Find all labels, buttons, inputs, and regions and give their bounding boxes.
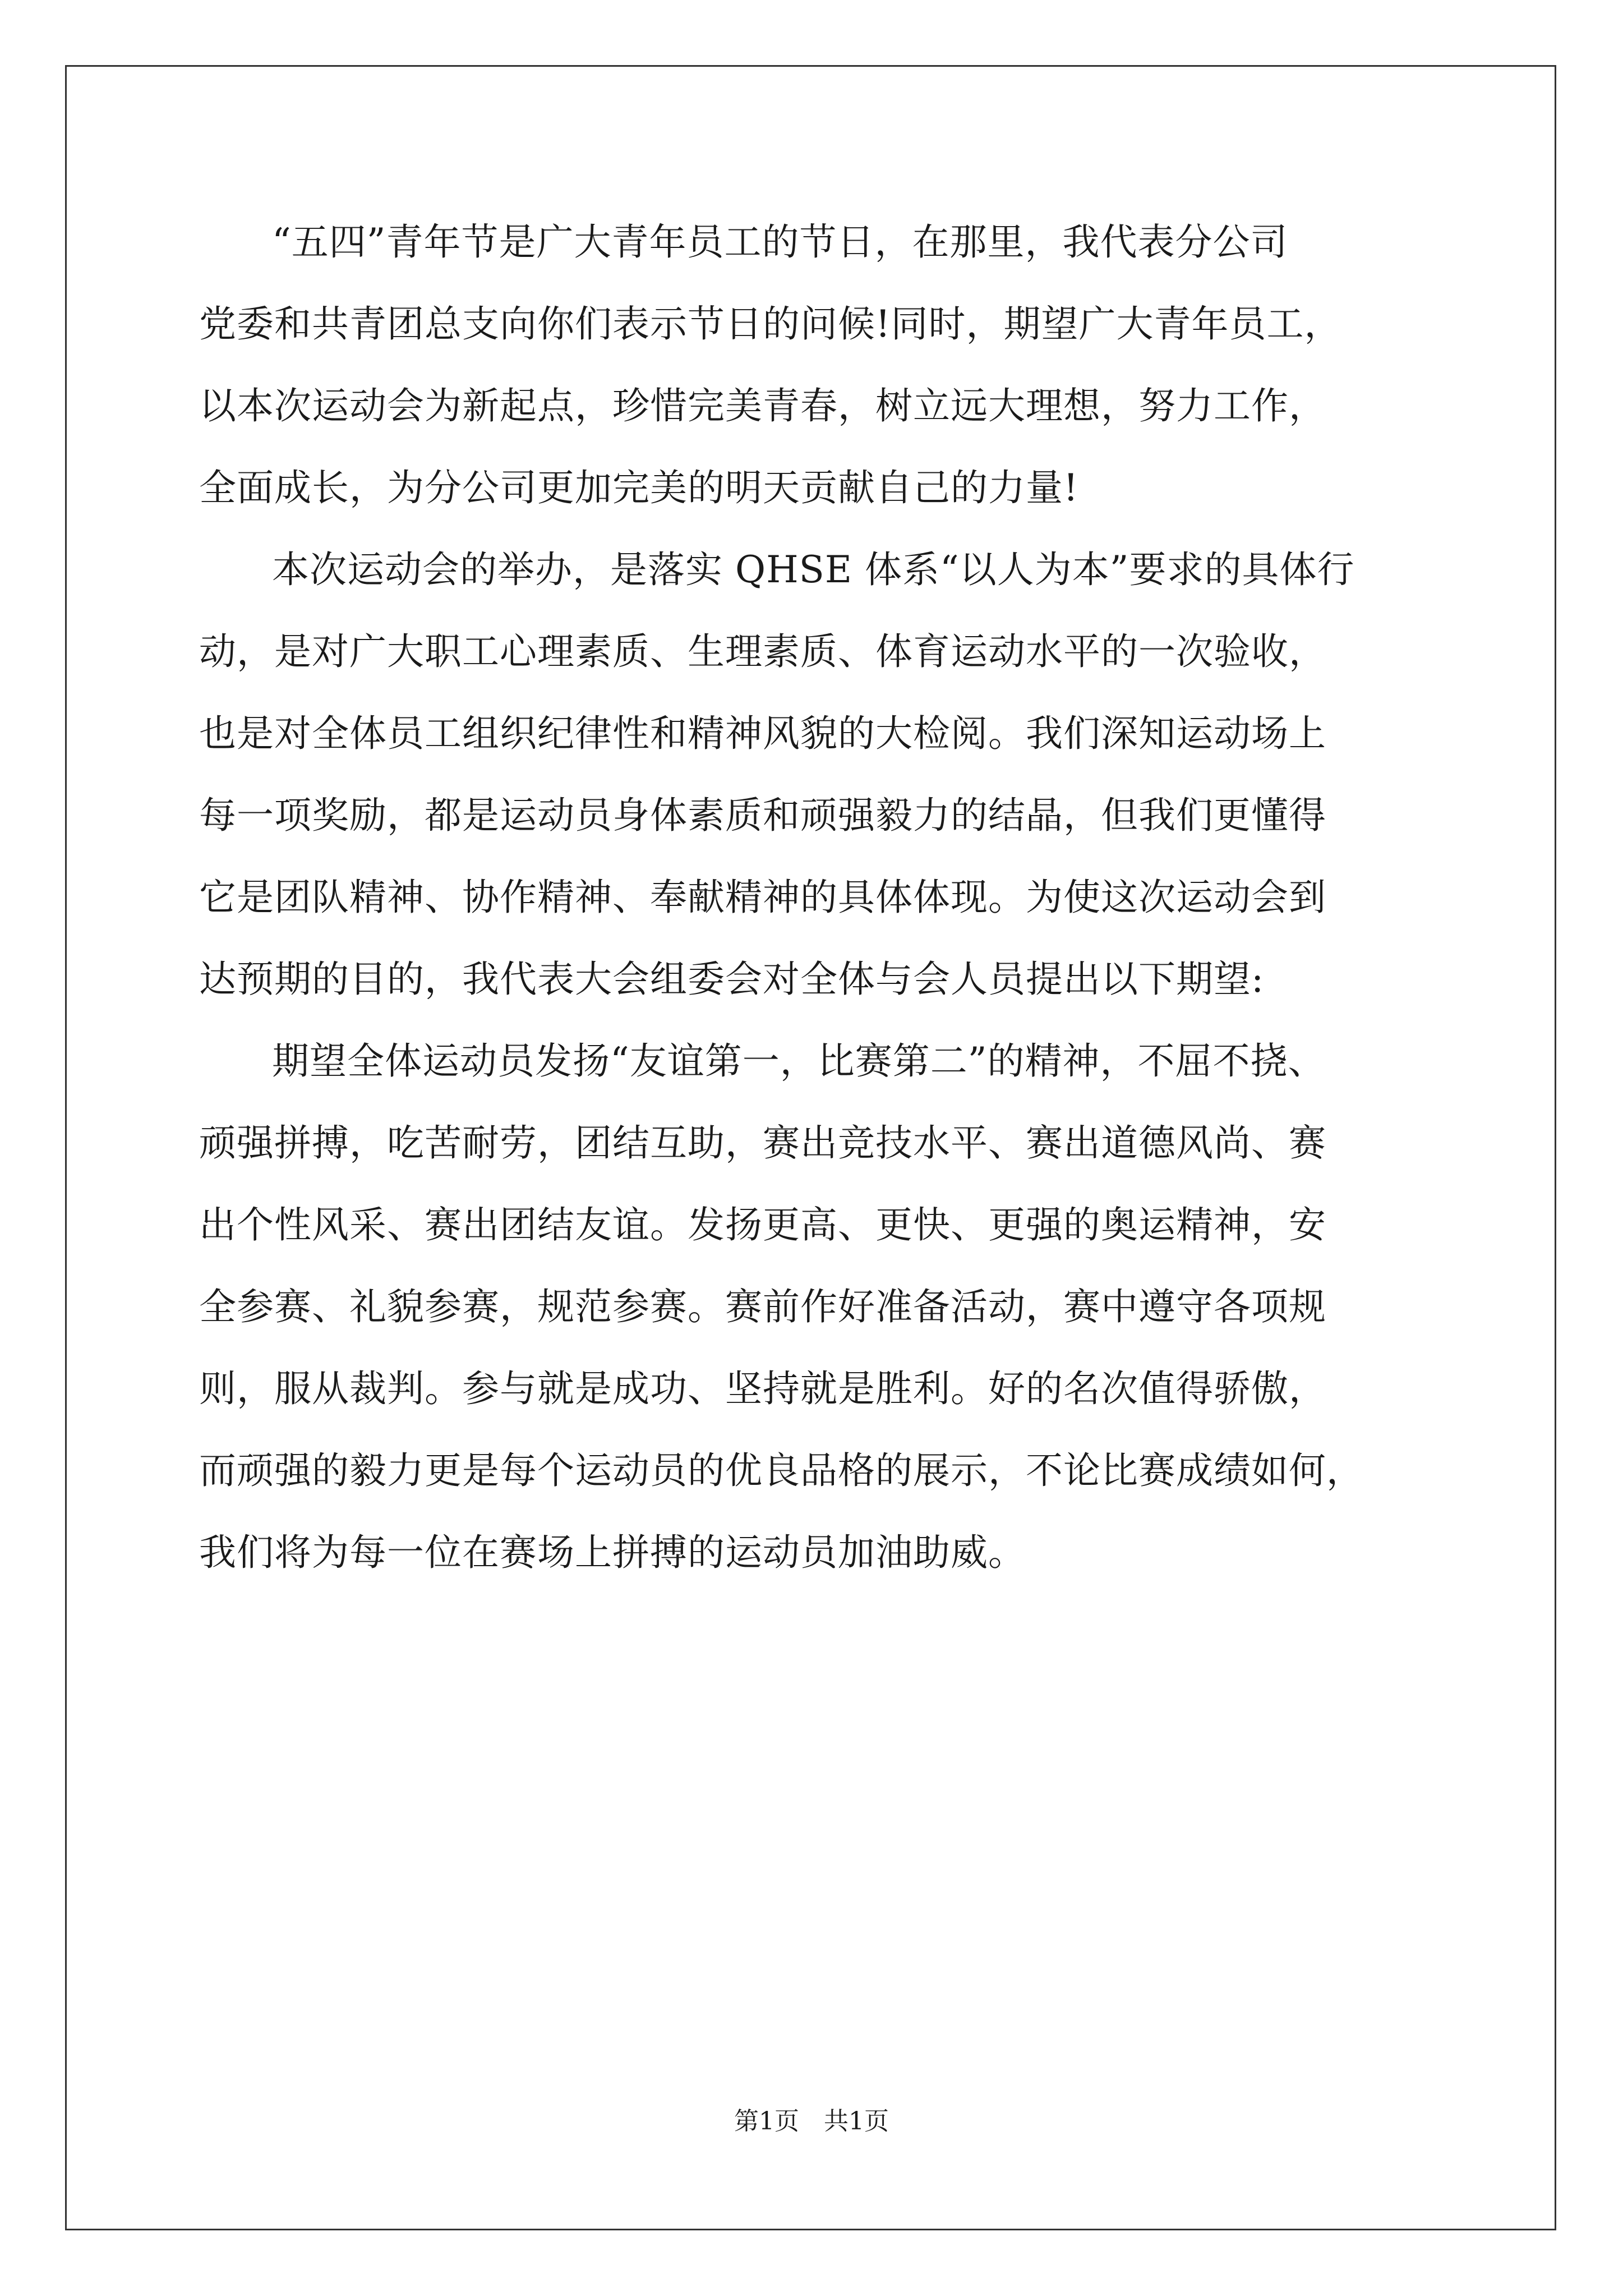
paragraph-2-line-1: 本次运动会的举办，是落实 QHSE 体系“以人为本”要求的具体行 [272,548,1355,591]
paragraph-1-line-2: 党委和共青团总支向你们表示节日的问候!同时，期望广大青年员工， [199,302,1342,346]
paragraph-2-line-4: 每一项奖励，都是运动员身体素质和顽强毅力的结晶，但我们更懂得 [199,794,1326,837]
paragraph-2-line-6: 达预期的目的，我代表大会组委会对全体与会人员提出以下期望: [199,958,1265,1001]
paragraph-3-line-6: 而顽强的毅力更是每个运动员的优良品格的展示，不论比赛成绩如何， [199,1449,1364,1492]
paragraph-3-line-2: 顽强拼搏，吃苦耐劳，团结互助，赛出竞技水平、赛出道德风尚、赛 [199,1121,1326,1165]
paragraph-3-line-7: 我们将为每一位在赛场上拼搏的运动员加油助威。 [199,1531,1026,1574]
paragraph-1-line-3: 以本次运动会为新起点，珍惜完美青春，树立远大理想，努力工作， [199,384,1326,427]
paragraph-2-line-5: 它是团队精神、协作精神、奉献精神的具体体现。为使这次运动会到 [199,876,1326,919]
paragraph-3-line-5: 则，服从裁判。参与就是成功、坚持就是胜利。好的名次值得骄傲， [199,1367,1326,1410]
paragraph-1-line-1: “五四”青年节是广大青年员工的节日，在那里，我代表分公司 [272,220,1288,264]
paragraph-1-line-4: 全面成长，为分公司更加完美的明天贡献自己的力量! [199,466,1079,509]
paragraph-3-line-1: 期望全体运动员发扬“友谊第一，比赛第二”的精神，不屈不挠、 [272,1039,1326,1083]
paragraph-2-line-2: 动，是对广大职工心理素质、生理素质、体育运动水平的一次验收， [199,630,1326,673]
paragraph-3-line-4: 全参赛、礼貌参赛，规范参赛。赛前作好准备活动，赛中遵守各项规 [199,1285,1326,1328]
page-number-footer: 第1页 共1页 [734,2107,889,2136]
paragraph-3-line-3: 出个性风采、赛出团结友谊。发扬更高、更快、更强的奥运精神，安 [199,1203,1326,1246]
paragraph-2-line-3: 也是对全体员工组织纪律性和精神风貌的大检阅。我们深知运动场上 [199,712,1326,755]
